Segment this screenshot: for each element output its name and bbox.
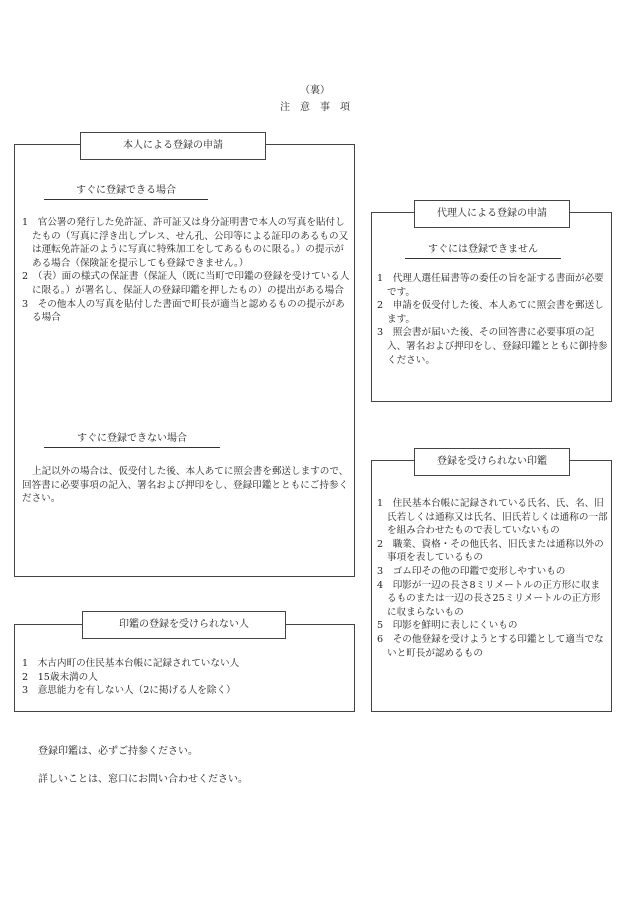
ineligible-persons-list [22,657,350,698]
list-item: 5 印影を鮮明に表しにくいもの [377,620,518,632]
list-item: 1 代理人選任届書等の委任の旨を証する書面が必要です。 [377,273,604,298]
list-item: 3 照会書が届いた後、その回答書に必要事項の記入、署名および押印をし、登録印鑑とともに御持参ください。 [377,327,608,366]
list-item: 4 印影が一辺の長さ8ミリメートルの正方形に収まるものまたは一辺の長さ25ミリメートルの正方形に収まらないもの [377,579,601,618]
footer-note-inquiry: 詳しいことは、窓口にお問い合わせください。 [38,774,248,785]
proxy-list [377,272,609,367]
page-title: 注 意 事 項 [280,102,350,113]
list-item: 2 15歳未満の人 [22,671,98,683]
list-item: 3 ゴム印その他の印鑑で変形しやすいもの [377,566,566,578]
list-item: 3 意思能力を有しない人（2に掲げる人を除く） [22,685,236,697]
list-item: 2 申請を仮受付した後、本人あてに照会書を郵送します。 [377,300,604,325]
ineligible-persons-title: 印鑑の登録を受けられない人 [82,611,286,639]
side-label: （裏） [300,85,330,96]
proxy-registration-title: 代理人による登録の申請 [414,200,570,228]
list-item: 1 住民基本台帳に記録されている氏名、氏、名、旧氏若しくは通称又は氏名、旧氏若しくは通称の一部を組み合わせたもので表していないもの [377,498,608,537]
list-item: 3 その他本人の写真を貼付した書面で町長が適当と認めるものの提示がある場合 [22,298,345,324]
list-item: 6 その他登録を受けようとする印鑑として適当でないと町長が認めるもの [377,634,604,659]
immediate-heading: すぐに登録できる場合 [44,184,208,200]
immediate-list [22,216,350,325]
ineligible-seals-list [377,497,609,660]
list-item: 2 職業、資格・その他氏名、旧氏または通称以外の事項を表しているもの [377,538,604,564]
not-immediate-heading: すぐに登録できない場合 [44,432,220,448]
not-immediate-text: 上記以外の場合は、仮受付した後、本人あてに照会書を郵送しますので、回答書に必要事項の記入、署名および押印をし、登録印鑑とともにご持参ください。 [22,466,349,505]
footer-note-bring-seal: 登録印鑑は、必ずご持参ください。 [38,746,198,757]
self-registration-title: 本人による登録の申請 [80,132,266,160]
self-registration-section [14,144,355,577]
list-item: 1 木古内町の住民基本台帳に記録されていない人 [22,658,240,669]
list-item: 2 （表）面の様式の保証書（保証人（既に当町で印鑑の登録を受けている人に限る。）が署名し、保証人の登録印鑑を押したもの）の提出がある場合 [22,271,350,297]
proxy-heading: すぐには登録できません [405,243,561,259]
list-item: 1 官公署の発行した免許証、許可証又は身分証明書で本人の写真を貼付したもの（写真に浮き出しプレス、せん孔、公印等による証印のあるもの又は運転免許証のように写真に特殊加工をしてあるものに限る。）の提示がある場合（保険証を提示しても登録できません。） [22,217,349,269]
ineligible-seals-title: 登録を受けられない印鑑 [414,448,570,476]
